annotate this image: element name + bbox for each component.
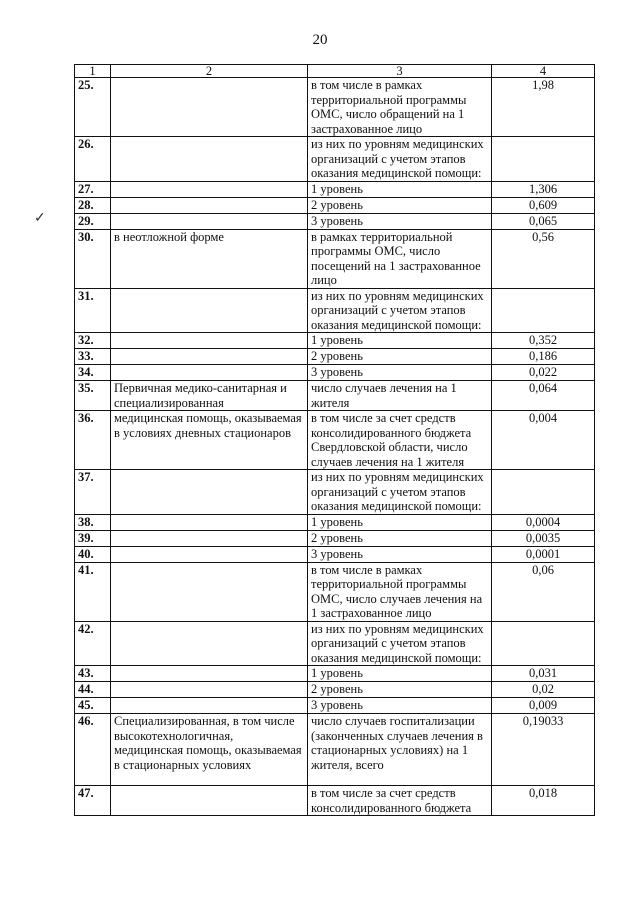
- section-label: [111, 365, 308, 381]
- row-number: 27.: [75, 181, 111, 197]
- data-table: [74, 64, 595, 816]
- table-row: [75, 470, 595, 515]
- header-cell-3: 3: [308, 65, 492, 78]
- row-number: 42.: [75, 621, 111, 666]
- table-row: [75, 621, 595, 666]
- margin-mark: ✓: [34, 211, 46, 226]
- indicator-value: 0,609: [492, 197, 595, 213]
- indicator-text: в том числе за счет средств консолидированного бюджета: [308, 786, 492, 816]
- section-label: [111, 78, 308, 137]
- section-label: [111, 137, 308, 182]
- indicator-value: 0,56: [492, 229, 595, 288]
- table-row: [75, 786, 595, 816]
- indicator-text: в том числе за счет средств консолидированного бюджета Свердловской области, число случаев лечения на 1 жителя: [308, 411, 492, 470]
- row-number: 40.: [75, 546, 111, 562]
- indicator-text: 1 уровень: [308, 666, 492, 682]
- row-number: 29.: [75, 213, 111, 229]
- section-label: [111, 530, 308, 546]
- indicator-text: 3 уровень: [308, 546, 492, 562]
- indicator-value: 0,06: [492, 562, 595, 621]
- indicator-value: 0,022: [492, 365, 595, 381]
- indicator-text: в рамках территориальной программы ОМС, число посещений на 1 застрахованное лицо: [308, 229, 492, 288]
- indicator-value: 0,0035: [492, 530, 595, 546]
- indicator-value: 0,0001: [492, 546, 595, 562]
- row-number: 37.: [75, 470, 111, 515]
- row-number: 30.: [75, 229, 111, 288]
- table-row: [75, 137, 595, 182]
- indicator-value: 0,352: [492, 333, 595, 349]
- page-number: 20: [312, 32, 328, 48]
- section-label: [111, 181, 308, 197]
- table-row: [75, 530, 595, 546]
- row-number: 45.: [75, 698, 111, 714]
- section-label: [111, 197, 308, 213]
- table-row: [75, 411, 595, 470]
- row-number: 31.: [75, 288, 111, 333]
- table-row: [75, 78, 595, 137]
- indicator-value: 1,306: [492, 181, 595, 197]
- row-number: 28.: [75, 197, 111, 213]
- indicator-value: 0,018: [492, 786, 595, 816]
- section-label: [111, 470, 308, 515]
- indicator-text: 3 уровень: [308, 365, 492, 381]
- row-number: 32.: [75, 333, 111, 349]
- row-number: 44.: [75, 682, 111, 698]
- table-row: [75, 365, 595, 381]
- table-row: [75, 288, 595, 333]
- row-number: 26.: [75, 137, 111, 182]
- indicator-text: 3 уровень: [308, 213, 492, 229]
- indicator-value: [492, 288, 595, 333]
- row-number: 47.: [75, 786, 111, 816]
- row-number: 38.: [75, 514, 111, 530]
- indicator-value: 0,009: [492, 698, 595, 714]
- section-label: [111, 666, 308, 682]
- section-label: [111, 288, 308, 333]
- section-label: [111, 546, 308, 562]
- indicator-text: в том числе в рамках территориальной программы ОМС, число обращений на 1 застрахованное лицо: [308, 78, 492, 137]
- indicator-text: 1 уровень: [308, 514, 492, 530]
- table-body: [75, 78, 595, 816]
- indicator-value: 0,19033: [492, 714, 595, 786]
- table-row: [75, 714, 595, 786]
- table-row: [75, 546, 595, 562]
- row-number: 35.: [75, 381, 111, 411]
- indicator-text: число случаев лечения на 1 жителя: [308, 381, 492, 411]
- table-row: [75, 562, 595, 621]
- header-cell-4: 4: [492, 65, 595, 78]
- table-row: [75, 514, 595, 530]
- section-label: [111, 333, 308, 349]
- indicator-text: в том числе в рамках территориальной программы ОМС, число случаев лечения на 1 застрахованное лицо: [308, 562, 492, 621]
- section-label: [111, 514, 308, 530]
- header-cell-1: 1: [75, 65, 111, 78]
- indicator-value: [492, 621, 595, 666]
- table-row: [75, 197, 595, 213]
- indicator-value: 0,031: [492, 666, 595, 682]
- indicator-value: [492, 137, 595, 182]
- section-label: [111, 213, 308, 229]
- section-label: [111, 682, 308, 698]
- section-label: [111, 349, 308, 365]
- indicator-text: 1 уровень: [308, 333, 492, 349]
- indicator-value: 0,0004: [492, 514, 595, 530]
- table-row: [75, 181, 595, 197]
- row-number: 43.: [75, 666, 111, 682]
- section-label: [111, 621, 308, 666]
- table-row: [75, 349, 595, 365]
- header-cell-2: 2: [111, 65, 308, 78]
- section-label: медицинская помощь, оказываемая в условиях дневных стационаров: [111, 411, 308, 470]
- section-label: [111, 562, 308, 621]
- row-number: 39.: [75, 530, 111, 546]
- header-row: [75, 65, 595, 78]
- indicator-text: 3 уровень: [308, 698, 492, 714]
- row-number: 33.: [75, 349, 111, 365]
- row-number: 36.: [75, 411, 111, 470]
- indicator-value: [492, 470, 595, 515]
- indicator-text: 2 уровень: [308, 530, 492, 546]
- indicator-text: из них по уровням медицинских организаций с учетом этапов оказания медицинской помощи:: [308, 621, 492, 666]
- section-label: Специализированная, в том числе высокотехнологичная, медицинская помощь, оказываемая в стационарных условиях: [111, 714, 308, 786]
- indicator-text: 2 уровень: [308, 197, 492, 213]
- section-label: [111, 698, 308, 714]
- indicator-text: число случаев госпитализации (законченных случаев лечения в стационарных условиях) на 1 жителя, всего: [308, 714, 492, 786]
- indicator-text: из них по уровням медицинских организаций с учетом этапов оказания медицинской помощи:: [308, 137, 492, 182]
- indicator-text: 2 уровень: [308, 349, 492, 365]
- row-number: 46.: [75, 714, 111, 786]
- row-number: 34.: [75, 365, 111, 381]
- table-row: [75, 229, 595, 288]
- row-number: 25.: [75, 78, 111, 137]
- indicator-text: из них по уровням медицинских организаций с учетом этапов оказания медицинской помощи:: [308, 470, 492, 515]
- indicator-value: 0,064: [492, 381, 595, 411]
- indicator-value: 0,065: [492, 213, 595, 229]
- indicator-value: 0,004: [492, 411, 595, 470]
- section-label: [111, 786, 308, 816]
- row-number: 41.: [75, 562, 111, 621]
- indicator-text: из них по уровням медицинских организаций с учетом этапов оказания медицинской помощи:: [308, 288, 492, 333]
- indicator-value: 1,98: [492, 78, 595, 137]
- table-row: [75, 381, 595, 411]
- section-label: Первичная медико-санитарная и специализированная: [111, 381, 308, 411]
- indicator-text: 1 уровень: [308, 181, 492, 197]
- indicator-value: 0,02: [492, 682, 595, 698]
- table-row: [75, 213, 595, 229]
- table-row: [75, 666, 595, 682]
- section-label: в неотложной форме: [111, 229, 308, 288]
- indicator-text: 2 уровень: [308, 682, 492, 698]
- table-row: [75, 698, 595, 714]
- table-row: [75, 333, 595, 349]
- table-row: [75, 682, 595, 698]
- indicator-value: 0,186: [492, 349, 595, 365]
